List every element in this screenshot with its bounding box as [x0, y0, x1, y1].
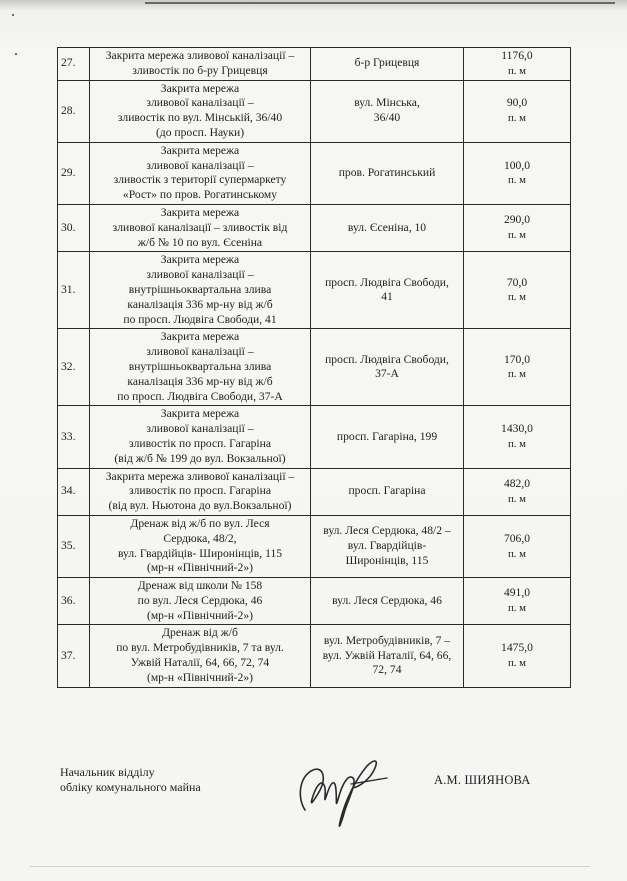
network-name-line: Закрита мережа: [160, 407, 240, 421]
network-name-cell: [90, 468, 311, 515]
network-name-line: зливової каналізації – зливостік від: [112, 220, 288, 234]
network-name-cell: [90, 80, 311, 142]
length-value: 100,0: [503, 158, 531, 172]
row-number: 30.: [58, 204, 90, 251]
address-line: вул. Леся Сердюка, 48/2 –: [323, 524, 451, 538]
length-value: 90,0: [506, 96, 528, 110]
address-cell: [311, 578, 464, 625]
table-row: [58, 142, 571, 204]
address-cell: [311, 48, 464, 81]
network-name-cell: [90, 515, 311, 577]
network-name-cell: [90, 48, 311, 81]
position-line: Начальник відділу: [60, 765, 155, 779]
network-name-cell: [90, 578, 311, 625]
address-line: вул. Метробудівників, 7 –: [323, 633, 451, 647]
network-name-cell: [90, 329, 311, 406]
table-row: [58, 515, 571, 577]
length-unit: п. м: [507, 291, 526, 304]
network-name-cell: [90, 142, 311, 204]
address-line: вул. Ужвій Наталії, 64, 66,: [322, 648, 452, 662]
network-name-line: Закрита мережа зливової каналізації –: [105, 469, 295, 483]
network-name-line: зливової каналізації –: [146, 345, 254, 359]
network-name-line: Закрита мережа: [160, 81, 240, 95]
network-name-line: зливостік по б-ру Грицевця: [132, 63, 268, 77]
address-line: просп. Гагаріна, 199: [336, 429, 438, 443]
network-name-cell: [90, 625, 311, 687]
network-name-line: внутрішньоквартальна злива: [128, 282, 272, 296]
row-number: 36.: [58, 578, 90, 625]
length-cell: [464, 252, 571, 329]
length-unit: п. м: [507, 229, 526, 242]
row-number: 32.: [58, 329, 90, 406]
length-cell: [464, 515, 571, 577]
network-name-line: Закрита мережа зливової каналізації –: [105, 49, 295, 62]
address-line: вул. Єсеніна, 10: [347, 220, 427, 234]
handwritten-signature: [283, 748, 403, 838]
address-cell: [311, 515, 464, 577]
address-line: 72, 74: [372, 663, 402, 677]
network-name-line: Сердюка, 48/2,: [163, 531, 237, 545]
length-unit: п. м: [507, 174, 526, 187]
length-unit: п. м: [507, 368, 526, 381]
length-cell: [464, 406, 571, 468]
network-name-line: каналізація 336 мр-ну від ж/б: [127, 374, 273, 388]
address-line: вул. Гвардійців-: [347, 539, 427, 553]
network-name-cell: [90, 406, 311, 468]
length-value: 1475,0: [501, 641, 533, 655]
table-row: [58, 406, 571, 468]
signatory-name: А.М. ШИЯНОВА: [434, 773, 531, 787]
address-cell: [311, 80, 464, 142]
network-name-line: Ужвій Наталії, 64, 66, 72, 74: [130, 656, 270, 670]
scan-speck: [15, 53, 17, 55]
network-name-line: Дренаж від школи № 158: [137, 579, 263, 593]
network-name-line: (мр-н «Північний-2»): [146, 608, 253, 622]
length-cell: [464, 142, 571, 204]
row-number: 27.: [58, 48, 90, 81]
network-name-line: вул. Гвардійців- Широнінців, 115: [117, 546, 283, 560]
network-name-line: «Рост» по пров. Рогатинському: [122, 188, 278, 202]
network-name-line: Дренаж від ж/б по вул. Леся: [130, 516, 270, 530]
network-name-cell: [90, 252, 311, 329]
network-name-line: Закрита мережа: [160, 330, 240, 344]
scan-edge-line: [145, 2, 615, 4]
table-row: [58, 578, 571, 625]
network-name-line: (від вул. Ньютона до вул.Вокзальної): [108, 499, 292, 513]
network-name-line: Закрита мережа: [160, 205, 240, 219]
table-row: [58, 252, 571, 329]
address-cell: [311, 625, 464, 687]
address-line: вул. Леся Сердюка, 46: [332, 593, 442, 607]
length-unit: п. м: [507, 437, 526, 450]
network-name-line: зливової каналізації –: [146, 268, 254, 282]
length-unit: п. м: [507, 112, 526, 125]
row-number: 37.: [58, 625, 90, 687]
table-row: [58, 329, 571, 406]
registry-table-body: [58, 48, 571, 688]
length-cell: [464, 48, 571, 81]
length-unit: п. м: [507, 64, 526, 77]
network-name-cell: [90, 204, 311, 251]
network-name-line: зливової каналізації –: [146, 158, 254, 172]
table-row: [58, 80, 571, 142]
length-value: 170,0: [503, 352, 531, 366]
network-name-line: (від ж/б № 199 до вул. Вокзальної): [114, 451, 286, 465]
length-unit: п. м: [507, 602, 526, 615]
length-cell: [464, 468, 571, 515]
position-line: обліку комунального майна: [60, 780, 201, 794]
table-row: [58, 48, 571, 81]
length-value: 290,0: [503, 213, 531, 227]
row-number: 33.: [58, 406, 90, 468]
network-name-line: (до просп. Науки): [155, 125, 245, 139]
address-cell: [311, 329, 464, 406]
row-number: 34.: [58, 468, 90, 515]
address-line: 37-А: [375, 367, 399, 381]
network-name-line: зливової каналізації –: [146, 422, 254, 436]
address-cell: [311, 204, 464, 251]
network-name-line: по просп. Людвіга Свободи, 41: [123, 312, 277, 326]
address-line: просп. Людвіга Свободи,: [325, 352, 449, 366]
network-name-line: (мр-н «Північний-2»): [146, 670, 253, 684]
length-unit: п. м: [507, 547, 526, 560]
network-name-line: по вул. Метробудівників, 7 та вул.: [116, 641, 284, 655]
network-name-line: ж/б № 10 по вул. Єсеніна: [137, 235, 263, 249]
address-cell: [311, 252, 464, 329]
length-cell: [464, 80, 571, 142]
length-cell: [464, 329, 571, 406]
address-line: 41: [381, 290, 393, 304]
row-number: 35.: [58, 515, 90, 577]
table-row: [58, 204, 571, 251]
length-cell: [464, 578, 571, 625]
network-name-line: зливової каналізації –: [146, 96, 254, 110]
address-line: просп. Гагаріна: [348, 484, 426, 498]
row-number: 28.: [58, 80, 90, 142]
length-cell: [464, 625, 571, 687]
scan-bottom-edge: [30, 866, 590, 867]
network-name-line: зливостік по вул. Мінській, 36/40: [117, 111, 283, 125]
address-cell: [311, 406, 464, 468]
length-value: 1430,0: [501, 422, 533, 436]
scan-speck: [12, 14, 14, 16]
address-line: вул. Мінська,: [354, 96, 420, 110]
length-value: 1176,0: [501, 49, 533, 62]
address-cell: [311, 468, 464, 515]
address-line: пров. Рогатинський: [338, 165, 436, 179]
length-cell: [464, 204, 571, 251]
network-name-line: Закрита мережа: [160, 253, 240, 267]
network-name-line: каналізація 336 мр-ну від ж/б: [127, 297, 273, 311]
address-line: Широнінців, 115: [345, 553, 429, 567]
network-name-line: (мр-н «Північний-2»): [146, 561, 253, 575]
network-name-line: по просп. Людвіга Свободи, 37-А: [117, 389, 283, 403]
network-name-line: Дренаж від ж/б: [162, 626, 238, 640]
length-unit: п. м: [507, 657, 526, 670]
length-value: 491,0: [503, 586, 531, 600]
drainage-registry-table: [57, 47, 571, 688]
network-name-line: внутрішньоквартальна злива: [128, 359, 272, 373]
network-name-line: зливостік з території супермаркету: [113, 173, 287, 187]
network-name-line: зливостік по просп. Гагаріна: [129, 436, 271, 450]
address-cell: [311, 142, 464, 204]
length-value: 706,0: [503, 531, 531, 545]
address-line: просп. Людвіга Свободи,: [325, 275, 449, 289]
address-line: 36/40: [373, 111, 401, 125]
table-row: [58, 625, 571, 687]
length-value: 70,0: [506, 275, 528, 289]
row-number: 29.: [58, 142, 90, 204]
length-value: 482,0: [503, 476, 531, 490]
signatory-position: [60, 765, 201, 795]
table-row: [58, 468, 571, 515]
row-number: 31.: [58, 252, 90, 329]
length-unit: п. м: [507, 492, 526, 505]
address-line: б-р Грицевця: [354, 56, 420, 70]
network-name-line: Закрита мережа: [160, 143, 240, 157]
network-name-line: по вул. Леся Сердюка, 46: [137, 593, 263, 607]
network-name-line: зливостік по просп. Гагаріна: [129, 484, 271, 498]
